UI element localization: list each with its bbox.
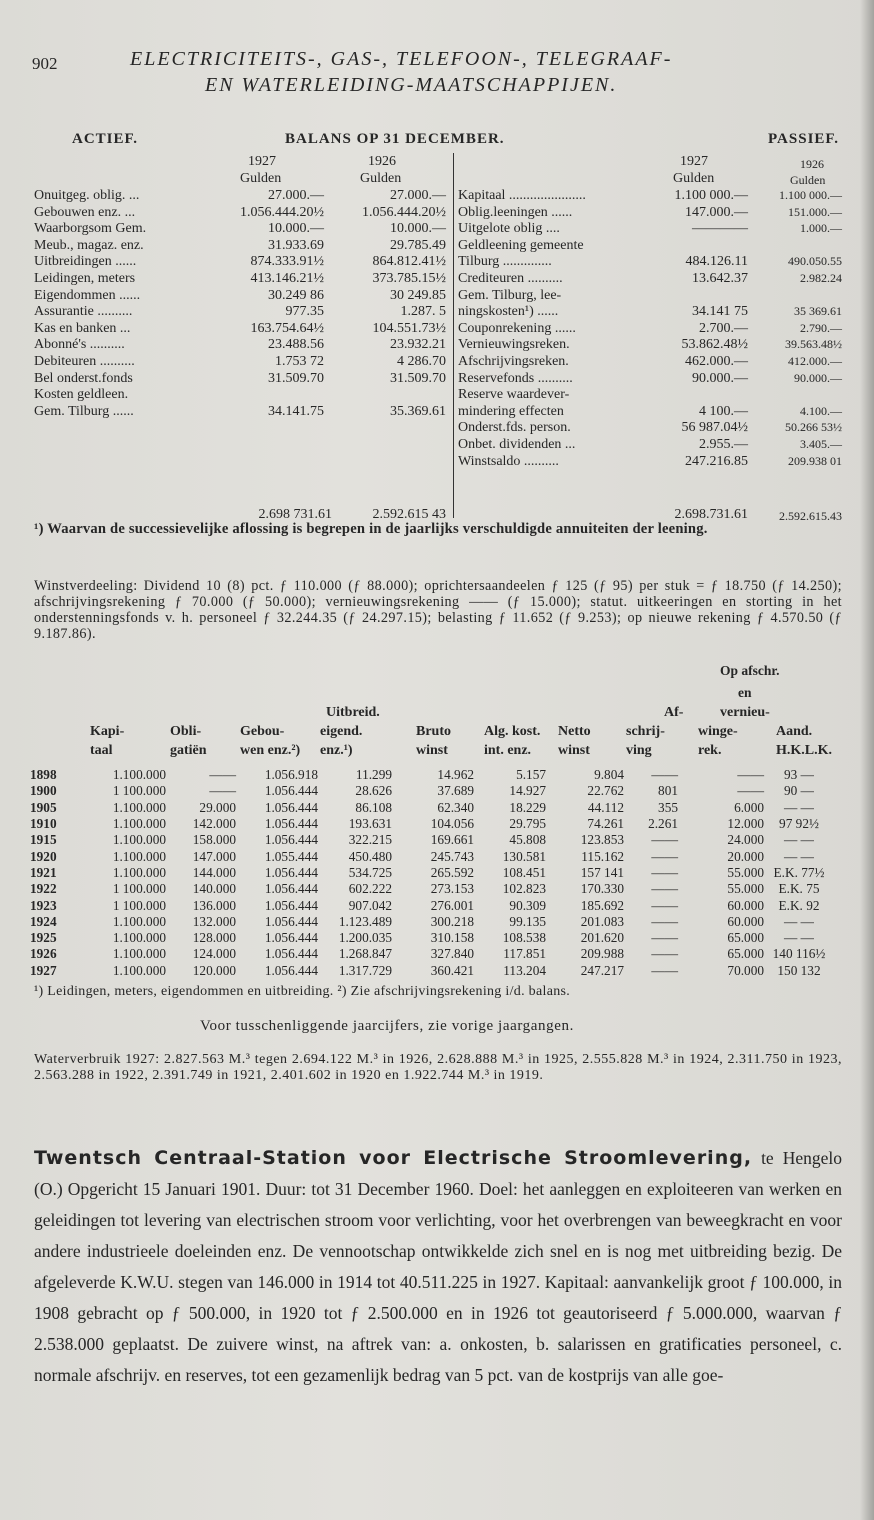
stats-cell: 130.581 (502, 848, 546, 864)
col-unit-a-right: Gulden (673, 171, 715, 186)
stats-column-header: schrij- (626, 724, 665, 739)
stats-cell: — — (784, 799, 814, 815)
activa-row-value-1926: 30 249.85 (390, 287, 446, 303)
stats-cell: 104.056 (430, 816, 474, 832)
stats-cell: 1.056.444 (264, 881, 318, 897)
waterverbruik-text: Waterverbruik 1927: 2.827.563 M.³ tegen 2.694.122 M.³ in 1926, 2.628.888 M.³ in 1925, 2.555.828 M.³ in 1924, 2.311.750 in 1923, 2.563.288 in 1922, 2.391.749 in 1921, 2.401.602 in 1920 en 1.922.744 M.³ in 1919. (34, 1052, 842, 1083)
stats-cell: 60.000 (727, 913, 764, 929)
stats-cell: 108.451 (502, 864, 546, 880)
passiva-row-label: mindering effecten (458, 403, 564, 419)
passiva-row-label: Uitgelote oblig .... (458, 221, 560, 237)
activa-row-value-1926: 373.785.15½ (372, 271, 446, 286)
passiva-row-label: Gem. Tilburg, lee- (458, 287, 562, 303)
passiva-row-value-1926: 35 369.61 (794, 304, 842, 319)
stats-cell: 1.056.444 (264, 783, 318, 799)
stats-cell: 1.100.000 (112, 946, 166, 962)
passiva-row-label: Kapitaal ...................... (458, 188, 586, 203)
stats-cell: 5.157 (516, 767, 546, 783)
stats-cell: 1.100.000 (112, 962, 166, 978)
stats-cell: 534.725 (348, 864, 392, 880)
passiva-row-label: ningskosten¹) ...... (458, 304, 559, 320)
stats-cell: —— (651, 832, 678, 848)
activa-row-value-1926: 27.000.— (390, 188, 446, 203)
activa-row-label: Abonné's .......... (34, 337, 125, 353)
stats-year-cell: 1925 (30, 930, 57, 946)
total-passiva-a: 2.698.731.61 (674, 507, 748, 522)
stats-year-cell: 1900 (30, 783, 57, 799)
stats-row (30, 816, 834, 832)
activa-row-label: Uitbreidingen ...... (34, 254, 137, 270)
col-year-b-right: 1926 (800, 157, 824, 171)
passiva-row-label: Oblig.leeningen ...... (458, 204, 573, 220)
stats-cell: 201.083 (580, 913, 624, 929)
stats-column-header: Alg. kost. (484, 724, 541, 739)
stats-cell: 102.823 (502, 881, 546, 897)
passiva-row-value-1927: 34.141 75 (692, 304, 748, 320)
passiva-row-value-1927: 247.216.85 (685, 453, 748, 469)
stats-cell: 55.000 (727, 864, 764, 880)
stats-cell: 158.000 (192, 832, 236, 848)
stats-column-header: int. enz. (484, 743, 532, 758)
col-unit-a-left: Gulden (240, 171, 282, 186)
stats-row (30, 963, 834, 979)
stats-cell: 55.000 (727, 881, 764, 897)
stats-cell: 28.626 (355, 783, 392, 799)
passiva-heading: PASSIEF. (768, 131, 839, 147)
passiva-row-value-1927: 90.000.— (692, 370, 748, 386)
stats-cell: 18.229 (509, 799, 546, 815)
passiva-row-label: Reservefonds .......... (458, 370, 573, 386)
stats-cell: 247.217 (580, 962, 624, 978)
stats-cell: 245.743 (430, 848, 474, 864)
stats-cell: 12.000 (727, 816, 764, 832)
passiva-row-value-1926: 412.000.— (788, 354, 842, 368)
activa-row-value-1927: 10.000.— (268, 221, 324, 237)
stats-cell: 273.153 (430, 881, 474, 897)
stats-cell: 1.056.444 (264, 897, 318, 913)
passiva-row-label: Crediteuren .......... (458, 271, 563, 286)
stats-cell: —— (209, 767, 236, 783)
stats-column-header: Gebou- (240, 724, 285, 739)
stats-cell: 24.000 (727, 832, 764, 848)
stats-cell: 169.661 (430, 832, 474, 848)
activa-row-value-1927: 23.488.56 (268, 337, 324, 353)
stats-cell: 93 — (784, 767, 814, 783)
stats-cell: —— (209, 783, 236, 799)
passiva-row-value-1927: 56 987.04½ (681, 420, 748, 436)
activa-row-value-1926: 29.785.49 (390, 237, 446, 253)
stats-cell: 201.620 (580, 930, 624, 946)
col-unit-b-left: Gulden (360, 171, 402, 186)
passiva-row-value-1927: 147.000.— (685, 204, 748, 220)
col-unit-b-right: Gulden (790, 173, 826, 187)
total-activa-a: 2.698 731.61 (258, 507, 332, 522)
stats-cell: — — (784, 913, 814, 929)
stats-cell: 140.000 (192, 881, 236, 897)
stats-column-header: Obli- (170, 724, 202, 739)
stats-row (30, 946, 834, 962)
stats-cell: 120.000 (192, 962, 236, 978)
stats-year-cell: 1924 (30, 913, 57, 929)
stats-cell: 144.000 (192, 864, 236, 880)
activa-row-label: Bel onderst.fonds (34, 370, 133, 386)
stats-cell: 37.689 (437, 783, 474, 799)
stats-cell: 1.056.444 (264, 799, 318, 815)
activa-row-label: Waarborgsom Gem. (34, 221, 147, 237)
passiva-row-value-1927: 462.000.— (685, 354, 748, 369)
stats-year-cell: 1923 (30, 897, 57, 913)
passiva-row-value-1926: 4.100.— (800, 403, 842, 418)
stats-cell: 147.000 (192, 848, 236, 864)
stats-cell: 360.421 (430, 962, 474, 978)
stats-cell: 108.538 (502, 930, 546, 946)
stats-cell: 70.000 (727, 962, 764, 978)
passiva-row-label: Couponrekening ...... (458, 320, 576, 336)
passiva-row-label: Geldleening gemeente (458, 237, 584, 253)
stats-head-uitbreid: Uitbreid. (326, 705, 380, 720)
stats-column-header: winge- (698, 724, 738, 739)
stats-cell: 300.218 (430, 913, 474, 929)
page-number: 902 (32, 54, 58, 73)
stats-row (30, 914, 834, 930)
stats-cell: 29.000 (199, 799, 236, 815)
stats-column-header: winst (558, 743, 590, 758)
stats-year-cell: 1921 (30, 864, 57, 880)
stats-column-header: wen enz.²) (240, 743, 301, 758)
stats-column-header: Aand. (776, 724, 813, 739)
activa-row-label: Gem. Tilburg ...... (34, 403, 134, 419)
stats-cell: — — (784, 848, 814, 864)
stats-cell: 1.200.035 (338, 930, 392, 946)
twentsch-title: Twentsch Centraal-Station voor Electrische Stroomlevering, (34, 1147, 753, 1169)
activa-row-value-1926: 4 286.70 (397, 354, 446, 369)
stats-cell: 1.100.000 (112, 799, 166, 815)
activa-row-label: Kas en banken ... (34, 320, 131, 336)
stats-cell: 90.309 (509, 897, 546, 913)
stats-cell: 1.055.444 (264, 848, 318, 864)
stats-year-cell: 1926 (30, 946, 57, 962)
stats-cell: 124.000 (192, 946, 236, 962)
stats-cell: 128.000 (192, 930, 236, 946)
stats-cell: 1.317.729 (338, 962, 392, 978)
activa-row-value-1926: 35.369.61 (390, 403, 446, 419)
activa-row-value-1927: 27.000.— (268, 188, 324, 203)
stats-cell: —— (651, 864, 678, 880)
passiva-row-label: Onderst.fds. person. (458, 420, 571, 436)
stats-cell: 2.261 (648, 816, 678, 832)
stats-cell: 450.480 (348, 848, 392, 864)
stats-cell: 115.162 (581, 848, 624, 864)
stats-row (30, 897, 834, 913)
stats-cell: 45.808 (509, 832, 546, 848)
passiva-row-value-1926: 1.000.— (800, 221, 842, 236)
stats-cell: —— (651, 913, 678, 929)
stats-cell: 355 (658, 799, 678, 815)
stats-row (30, 865, 834, 881)
stats-cell: 193.631 (348, 816, 392, 832)
stats-footnote: ¹) Leidingen, meters, eigendommen en uitbreiding. ²) Zie afschrijvingsrekening i/d. balans. (34, 984, 571, 999)
balance-footnote: ¹) Waarvan de successievelijke aflossing is begrepen in de jaarlijks verschuldigde annuiteiten der leening. (34, 521, 708, 537)
twentsch-body: te Hengelo (O.) Opgericht 15 Januari 1901. Duur: tot 31 December 1960. Doel: het aanleggen en exploiteeren van werken en geleidingen tot levering van electrischen stroom voor verlichting, voor het overbrengen van beweegkracht en voor andere industrieele doeleinden enz. De vennootschap ontwikkelde zich snel en is nog met uitbreiding bezig. De afgeleverde K.W.U. stegen van 146.000 in 1914 tot 40.511.225 in 1927. Kapitaal: aanvankelijk groot ƒ 100.000, in 1908 gebracht op ƒ 500.000, in 1920 tot ƒ 2.500.000 en in 1926 tot geautoriseerd ƒ 5.000.000, waarvan ƒ 2.538.000 geplaatst. De zuivere winst, na aftrek van: a. onkosten, b. salarissen en gratificaties personeel, c. normale afschrijv. en reserves, tot een gezamenlijk bedrag van 5 pct. van de kostprijs van alle goe- (34, 1148, 842, 1385)
stats-cell: 29.795 (509, 816, 546, 832)
stats-cell: 310.158 (430, 930, 474, 946)
stats-cell: 1.056.444 (264, 832, 318, 848)
stats-row (30, 832, 834, 848)
stats-cell: —— (651, 930, 678, 946)
stats-cell: 74.261 (587, 816, 624, 832)
activa-row-value-1927: 34.141.75 (268, 403, 324, 419)
stats-cell: 1.100.000 (112, 832, 166, 848)
page-title-line1: ELECTRICITEITS-, GAS-, TELEFOON-, TELEGRAAF- (130, 48, 673, 70)
stats-cell: 22.762 (587, 783, 624, 799)
passiva-row-value-1927: 4 100.— (699, 403, 748, 419)
stats-cell: 1.056.444 (264, 864, 318, 880)
stats-cell: 20.000 (727, 848, 764, 864)
passiva-row-value-1926: 50.266 53½ (785, 420, 842, 435)
stats-cell: 60.000 (727, 897, 764, 913)
stats-note: Voor tusschenliggende jaarcijfers, zie vorige jaargangen. (200, 1018, 574, 1034)
stats-cell: 209.988 (580, 946, 624, 962)
col-year-b-left: 1926 (368, 154, 396, 169)
stats-year-cell: 1898 (30, 767, 57, 783)
stats-cell: 1.268.847 (338, 946, 392, 962)
col-year-a-right: 1927 (680, 154, 708, 169)
stats-cell: 1.100.000 (112, 930, 166, 946)
activa-row-value-1927: 413.146.21½ (250, 271, 324, 286)
stats-cell: —— (651, 881, 678, 897)
stats-cell: 265.592 (430, 864, 474, 880)
stats-cell: 65.000 (727, 930, 764, 946)
twentsch-section (34, 1143, 842, 1391)
stats-column-header: taal (90, 743, 113, 758)
activa-row-value-1926: 31.509.70 (390, 370, 446, 386)
stats-cell: 62.340 (437, 799, 474, 815)
stats-column-header: Kapi- (90, 724, 125, 739)
stats-column-header: gatiën (170, 743, 207, 758)
stats-cell: 86.108 (355, 799, 392, 815)
stats-cell: E.K. 92 (778, 897, 820, 913)
stats-cell: 276.001 (430, 897, 474, 913)
stats-column-header: rek. (698, 743, 722, 758)
passiva-row-label: Reserve waardever- (458, 387, 570, 403)
stats-cell: —— (651, 962, 678, 978)
passiva-row-value-1926: 90.000.— (794, 370, 842, 385)
stats-year-cell: 1910 (30, 816, 57, 832)
activa-row-value-1926: 1.056.444.20½ (362, 204, 446, 220)
balance-title: BALANS OP 31 DECEMBER. (285, 131, 505, 147)
stats-cell: 1 100.000 (112, 897, 166, 913)
stats-cell: —— (651, 848, 678, 864)
stats-row (30, 800, 834, 816)
stats-column-header: Netto (558, 724, 591, 739)
col-year-a-left: 1927 (248, 154, 276, 169)
stats-cell: 113.204 (503, 962, 546, 978)
stats-cell: E.K. 75 (778, 881, 820, 897)
page-title-line2: EN WATERLEIDING-MAATSCHAPPIJEN. (205, 74, 618, 96)
stats-cell: 1.100.000 (112, 864, 166, 880)
stats-cell: 132.000 (192, 913, 236, 929)
stats-cell: 150 132 (777, 962, 821, 978)
stats-cell: —— (651, 767, 678, 783)
stats-cell: 157 141 (580, 864, 624, 880)
stats-column-header: eigend. (320, 724, 363, 739)
stats-year-cell: 1920 (30, 848, 57, 864)
passiva-row-value-1926: 2.982.24 (800, 271, 842, 285)
passiva-row-label: Onbet. dividenden ... (458, 437, 576, 452)
activa-row-label: Assurantie .......... (34, 304, 133, 320)
stats-cell: 1.056.444 (264, 930, 318, 946)
stats-cell: 11.299 (355, 767, 392, 783)
passiva-row-label: Tilburg .............. (458, 254, 552, 270)
stats-head-vernieuw: vernieu- (720, 705, 770, 720)
stats-cell: E.K. 77½ (773, 864, 825, 880)
stats-head-en: en (738, 685, 752, 700)
passiva-row-value-1926: 2.790.— (800, 320, 842, 335)
stats-column-header: H.K.L.K. (776, 743, 833, 758)
stats-head-af: Af- (664, 705, 684, 720)
stats-cell: 1.100.000 (112, 816, 166, 832)
activa-row-label: Gebouwen enz. ... (34, 204, 136, 220)
stats-row (30, 930, 834, 946)
stats-year-cell: 1915 (30, 832, 57, 848)
stats-cell: 1.100.000 (112, 767, 166, 783)
stats-year-cell: 1922 (30, 881, 57, 897)
stats-cell: —— (651, 946, 678, 962)
stats-year-cell: 1927 (30, 962, 57, 978)
stats-cell: 327.840 (430, 946, 474, 962)
activa-row-value-1926: 864.812.41½ (372, 254, 446, 270)
stats-table (30, 767, 834, 979)
stats-cell: 99.135 (509, 913, 546, 929)
passiva-row-value-1926: 1.100 000.— (779, 188, 842, 202)
activa-row-label: Onuitgeg. oblig. ... (34, 188, 140, 203)
stats-cell: 1.056.444 (264, 816, 318, 832)
stats-cell: 140 116½ (772, 946, 826, 962)
activa-row-label: Eigendommen ...... (34, 287, 141, 303)
stats-cell: 9.804 (594, 767, 624, 783)
stats-row (30, 848, 834, 864)
activa-row-value-1926: 1.287. 5 (400, 304, 446, 320)
stats-cell: 1.056.918 (264, 767, 318, 783)
activa-row-label: Leidingen, meters (34, 271, 136, 286)
activa-row-value-1927: 1.753 72 (275, 354, 324, 369)
total-passiva-b: 2.592.615.43 (779, 509, 842, 523)
passiva-row-value-1927: 484.126.11 (685, 254, 748, 270)
stats-year-cell: 1905 (30, 799, 57, 815)
activa-row-value-1927: 31.509.70 (268, 370, 324, 386)
stats-cell: 136.000 (192, 897, 236, 913)
passiva-row-value-1926: 490.050.55 (788, 254, 842, 269)
passiva-row-value-1927: 2.700.— (699, 320, 748, 336)
stats-cell: 14.927 (509, 783, 546, 799)
stats-cell: 1.056.444 (264, 946, 318, 962)
stats-cell: 1.100.000 (112, 913, 166, 929)
stats-cell: —— (737, 767, 764, 783)
stats-cell: 907.042 (348, 897, 392, 913)
activa-row-value-1926: 104.551.73½ (372, 320, 446, 336)
stats-head-afschr: Op afschr. (720, 663, 780, 678)
stats-cell: 65.000 (727, 946, 764, 962)
activa-row-value-1927: 30.249 86 (268, 287, 324, 303)
activa-row-value-1927: 874.333.91½ (250, 254, 324, 270)
activa-heading: ACTIEF. (72, 131, 139, 147)
stats-cell: 123.853 (580, 832, 624, 848)
activa-row-label: Kosten geldleen. (34, 387, 129, 403)
passiva-row-label: Winstsaldo .......... (458, 453, 559, 469)
stats-cell: 602.222 (348, 881, 392, 897)
stats-row (30, 783, 834, 799)
passiva-row-label: Afschrijvingsreken. (458, 354, 569, 369)
balance-divider (453, 153, 454, 518)
passiva-row-value-1926: 151.000.— (788, 204, 842, 219)
activa-row-label: Debiteuren .......... (34, 354, 135, 369)
activa-row-value-1927: 977.35 (285, 304, 324, 320)
stats-cell: 90 — (784, 783, 814, 799)
passiva-row-value-1927: 13.642.37 (692, 271, 748, 286)
stats-column-header: enz.¹) (320, 743, 353, 758)
stats-cell: 44.112 (587, 799, 624, 815)
stats-cell: 142.000 (192, 816, 236, 832)
stats-cell: 6.000 (734, 799, 764, 815)
passiva-row-value-1926: 39.563.48½ (785, 337, 842, 352)
passiva-row-value-1927: 53.862.48½ (681, 337, 748, 353)
stats-cell: — — (784, 930, 814, 946)
activa-row-value-1927: 163.754.64½ (250, 320, 324, 336)
passiva-row-value-1926: 209.938 01 (788, 453, 842, 468)
stats-cell: 801 (658, 783, 678, 799)
stats-cell: —— (651, 897, 678, 913)
stats-cell: 1.123.489 (338, 913, 392, 929)
stats-row (30, 767, 834, 783)
passiva-row-value-1927: 2.955.— (699, 437, 748, 452)
stats-row (30, 881, 834, 897)
stats-cell: — — (784, 832, 814, 848)
stats-column-header: winst (416, 743, 448, 758)
stats-cell: 97 92½ (779, 816, 819, 832)
stats-cell: 1.100.000 (112, 848, 166, 864)
stats-cell: 1.056.444 (264, 962, 318, 978)
stats-cell: —— (737, 783, 764, 799)
stats-cell: 1 100.000 (112, 783, 166, 799)
stats-column-header: Bruto (416, 724, 451, 739)
stats-cell: 117.851 (503, 946, 546, 962)
stats-cell: 170.330 (580, 881, 624, 897)
activa-row-value-1927: 31.933.69 (268, 237, 324, 253)
passiva-row-value-1926: 3.405.— (800, 437, 842, 451)
passiva-row-value-1927: ———— (692, 221, 748, 237)
activa-row-value-1927: 1.056.444.20½ (240, 204, 324, 220)
stats-cell: 322.215 (348, 832, 392, 848)
stats-cell: 1.056.444 (264, 913, 318, 929)
stats-cell: 14.962 (437, 767, 474, 783)
activa-row-value-1926: 23.932.21 (390, 337, 446, 353)
passiva-row-value-1927: 1.100 000.— (674, 188, 748, 203)
stats-cell: 1 100.000 (112, 881, 166, 897)
winstverdeeling-text: Winstverdeeling: Dividend 10 (8) pct. ƒ 110.000 (ƒ 88.000); oprichtersaandeelen ƒ 125 (ƒ 95) per stuk = ƒ 18.750 (ƒ 14.250); afschrijvingsrekening ƒ 70.000 (ƒ 50.000); vernieuwingsrekening —— (ƒ 15.000); statut. uitkeeringen en storting in het onderstenningsfonds v. h. personeel ƒ 32.244.35 (ƒ 24.297.15); belasting ƒ 11.652 (ƒ 9.253); op nieuwe rekening ƒ 4.570.50 (ƒ 9.187.86). (34, 578, 842, 642)
page-edge-shadow (860, 0, 874, 1520)
stats-cell: 185.692 (580, 897, 624, 913)
activa-row-value-1926: 10.000.— (390, 221, 446, 237)
total-activa-b: 2.592.615 43 (372, 507, 446, 522)
stats-column-header: ving (626, 743, 652, 758)
passiva-row-label: Vernieuwingsreken. (458, 337, 570, 353)
activa-row-label: Meub., magaz. enz. (34, 237, 144, 253)
